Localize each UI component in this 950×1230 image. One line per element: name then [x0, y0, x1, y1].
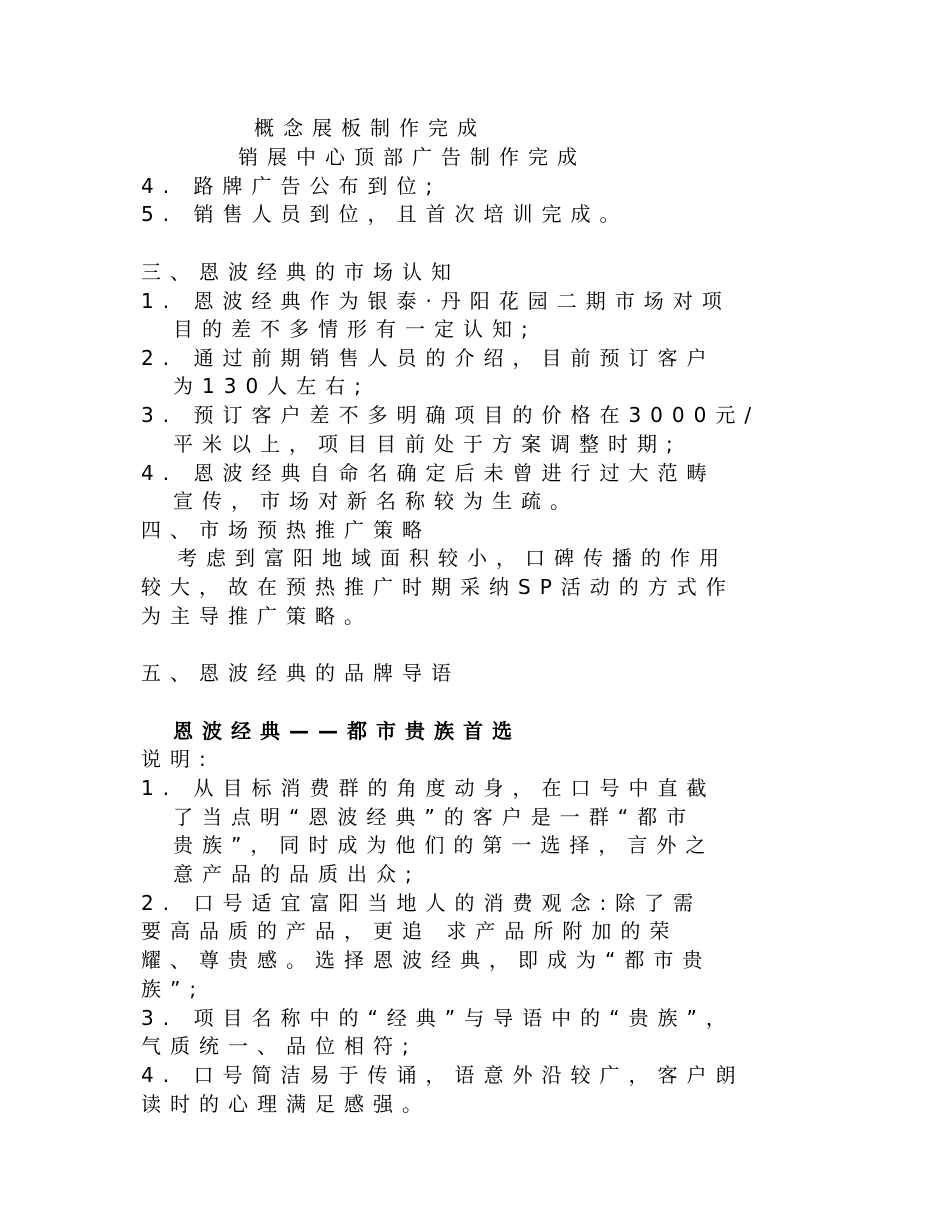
text-line: 2. 口号适宜富阳当地人的消费观念:除了需 — [141, 891, 703, 915]
text-line: 贵族”，同时成为他们的第一选择，言外之 — [173, 833, 715, 857]
text-line: 耀、尊贵感。选择恩波经典，即成为“都市贵 — [141, 948, 712, 972]
text-line: 销展中心顶部广告制作完成 — [238, 145, 586, 169]
text-line: 5. 销售人员到位，且首次培训完成。 — [141, 202, 629, 226]
text-line: 目的差不多情形有一定认知; — [173, 317, 537, 341]
text-line: 2. 通过前期销售人员的介绍，目前预订客户 — [141, 346, 716, 370]
text-line: 4. 恩波经典自命名确定后未曾进行过大范畴 — [141, 461, 716, 485]
text-line: 气质统一、品位相符; — [141, 1034, 418, 1058]
text-line: 较大，故在预热推广时期采纳SP活动的方式作 — [141, 575, 735, 599]
text-line: 族”; — [141, 977, 206, 1001]
text-line: 为130人左右; — [173, 374, 370, 398]
text-line: 考虑到富阳地域面积较小，口碑传播的作用 — [177, 546, 728, 570]
text-line: 读时的心理满足感强。 — [141, 1092, 431, 1116]
text-line: 说明: — [141, 747, 215, 771]
text-line: 4. 口号简洁易于传诵，语意外沿较广，客户朗 — [141, 1063, 745, 1087]
text-line: 1. 恩波经典作为银泰·丹阳花园二期市场对项 — [141, 289, 731, 313]
section-heading: 三、恩波经典的市场认知 — [141, 260, 460, 284]
text-line: 3. 预订客户差不多明确项目的价格在3000元/ — [141, 403, 761, 427]
text-line: 1. 从目标消费群的角度动身，在口号中直截 — [141, 776, 716, 800]
text-line: 3. 项目名称中的“经典”与导语中的“贵族”， — [141, 1006, 735, 1030]
text-line: 要高品质的产品，更追 求产品所附加的荣 — [141, 919, 679, 943]
section-heading: 四、市场预热推广策略 — [141, 518, 431, 542]
text-line: 宣传，市场对新名称较为生疏。 — [173, 489, 579, 513]
text-line: 意产品的品质出众; — [173, 862, 421, 886]
brand-slogan: 恩波经典——都市贵族首选 — [173, 719, 521, 743]
text-line: 4. 路牌广告公布到位; — [141, 174, 442, 198]
section-heading: 五、恩波经典的品牌导语 — [141, 661, 460, 685]
text-line: 平米以上，项目目前处于方案调整时期; — [173, 432, 682, 456]
text-line: 了当点明“恩波经典”的客户是一群“都市 — [173, 805, 696, 829]
text-line: 为主导推广策略。 — [141, 604, 373, 628]
text-line: 概念展板制作完成 — [254, 116, 486, 140]
